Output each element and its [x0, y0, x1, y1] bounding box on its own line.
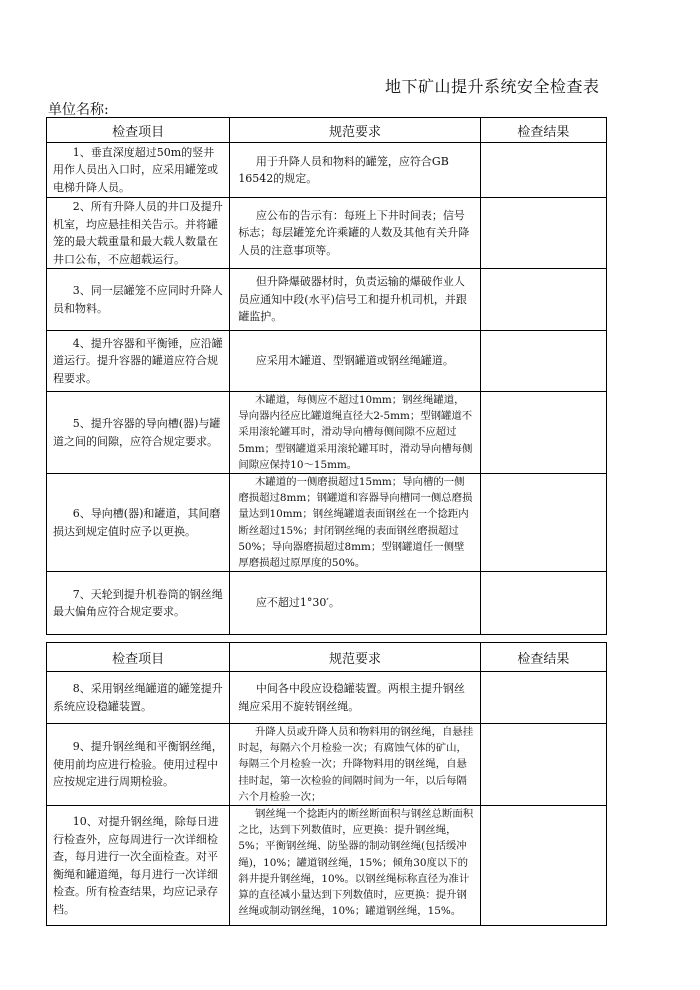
item-cell: 4、提升容器和平衡锤，应沿罐道运行。提升容器的罐道应符合规程要求。: [47, 331, 230, 392]
result-cell[interactable]: [480, 392, 606, 474]
result-cell[interactable]: [480, 143, 606, 198]
table-row: [47, 724, 607, 806]
item-cell: 2、所有升降人员的井口及提升机室，均应悬挂相关告示。并将罐笼的最大载重量和最大载人数量在井口公布，不应超载运行。: [47, 198, 230, 269]
item-cell: 8、采用钢丝绳罐道的罐笼提升系统应设稳罐装置。: [47, 672, 230, 724]
requirement-cell: 但升降爆破器材时，负责运输的爆破作业人员应通知中段(水平)信号工和提升机司机，并跟罐监护。: [230, 269, 480, 331]
header-item: 检查项目: [47, 643, 230, 672]
table-row: [47, 331, 607, 392]
header-requirement: 规范要求: [230, 643, 480, 672]
requirement-cell: 木罐道，每侧应不超过10mm；钢丝绳罐道，导向器内径应比罐道绳直径大2-5mm；型钢罐道不采用滚轮罐耳时，滑动导向槽每侧间隙不应超过5mm；型钢罐道采用滚轮罐耳时，滑动导向槽每侧间隙应保持10～15mm。: [230, 392, 480, 474]
table-row: [47, 392, 607, 474]
item-cell: 5、提升容器的导向槽(器)与罐道之间的间隙，应符合规定要求。: [47, 392, 230, 474]
page-title: 地下矿山提升系统安全检查表: [385, 77, 600, 96]
header-item: 检查项目: [47, 118, 230, 143]
table-row: [47, 672, 607, 724]
table-row: [47, 269, 607, 331]
table-row: [47, 572, 607, 635]
result-cell[interactable]: [480, 806, 606, 926]
requirement-cell: 应采用木罐道、型钢罐道或钢丝绳罐道。: [230, 331, 480, 392]
requirement-cell: 木罐道的一侧磨损超过15mm；导向槽的一侧磨损超过8mm；钢罐道和容器导向槽同一侧总磨损量达到10mm；钢丝绳罐道表面钢丝在一个捻距内断丝超过15%；封闭钢丝绳的表面钢丝磨损超过50%；导向器磨损超过8mm；型钢罐道任一侧壁厚磨损超过原厚度的50%。: [230, 474, 480, 572]
result-cell[interactable]: [480, 269, 606, 331]
item-cell: 1、垂直深度超过50m的竖井用作人员出入口时，应采用罐笼或电梯升降人员。: [47, 143, 230, 198]
header-requirement: 规范要求: [230, 118, 480, 143]
inspection-table-1: [46, 117, 607, 635]
table-header-row: [47, 118, 607, 143]
table-header-row: [47, 643, 607, 672]
table-row: [47, 474, 607, 572]
result-cell[interactable]: [480, 331, 606, 392]
header-result: 检查结果: [480, 118, 606, 143]
result-cell[interactable]: [480, 724, 606, 806]
requirement-cell: 中间各中段应设稳罐装置。两根主提升钢丝绳应采用不旋转钢丝绳。: [230, 672, 480, 724]
item-cell: 3、同一层罐笼不应同时升降人员和物料。: [47, 269, 230, 331]
item-cell: 6、导向槽(器)和罐道，其间磨损达到规定值时应予以更换。: [47, 474, 230, 572]
requirement-cell: 升降人员或升降人员和物料用的钢丝绳，自悬挂时起，每隔六个月检验一次；有腐蚀气体的矿山，每隔三个月检验一次；升降物料用的钢丝绳，自悬挂时起，第一次检验的间隔时间为一年，以后每隔六个月检验一次；: [230, 724, 480, 806]
table-row: [47, 198, 607, 269]
result-cell[interactable]: [480, 198, 606, 269]
requirement-cell: 钢丝绳一个捻距内的断丝断面积与钢丝总断面积之比，达到下列数值时，应更换：提升钢丝绳，5%；平衡钢丝绳、防坠器的制动钢丝绳(包括缓冲绳)，10%；罐道钢丝绳，15%；倾角30度以下的斜井提升钢丝绳，10%。以钢丝绳标称直径为准计算的直径减小量达到下列数值时，应更换：提升钢丝绳或制动钢丝绳，10%；罐道钢丝绳，15%。: [230, 806, 480, 926]
result-cell[interactable]: [480, 672, 606, 724]
item-cell: 10、对提升钢丝绳，除每日进行检查外，应每周进行一次详细检查，每月进行一次全面检查。对平衡绳和罐道绳，每月进行一次详细检查。所有检查结果，均应记录存档。: [47, 806, 230, 926]
table-row: [47, 806, 607, 926]
requirement-cell: 应不超过1°30′。: [230, 572, 480, 635]
requirement-cell: 应公布的告示有：每班上下井时间表；信号标志；每层罐笼允许乘罐的人数及其他有关升降人员的注意事项等。: [230, 198, 480, 269]
table-row: [47, 143, 607, 198]
item-cell: 9、提升钢丝绳和平衡钢丝绳，使用前均应进行检验。使用过程中应按规定进行周期检验。: [47, 724, 230, 806]
item-cell: 7、天轮到提升机卷筒的钢丝绳最大偏角应符合规定要求。: [47, 572, 230, 635]
inspection-table-2: [46, 642, 607, 926]
unit-name-label: 单位名称:: [48, 102, 109, 118]
header-result: 检查结果: [480, 643, 606, 672]
result-cell[interactable]: [480, 572, 606, 635]
result-cell[interactable]: [480, 474, 606, 572]
requirement-cell: 用于升降人员和物料的罐笼，应符合GB 16542的规定。: [230, 143, 480, 198]
